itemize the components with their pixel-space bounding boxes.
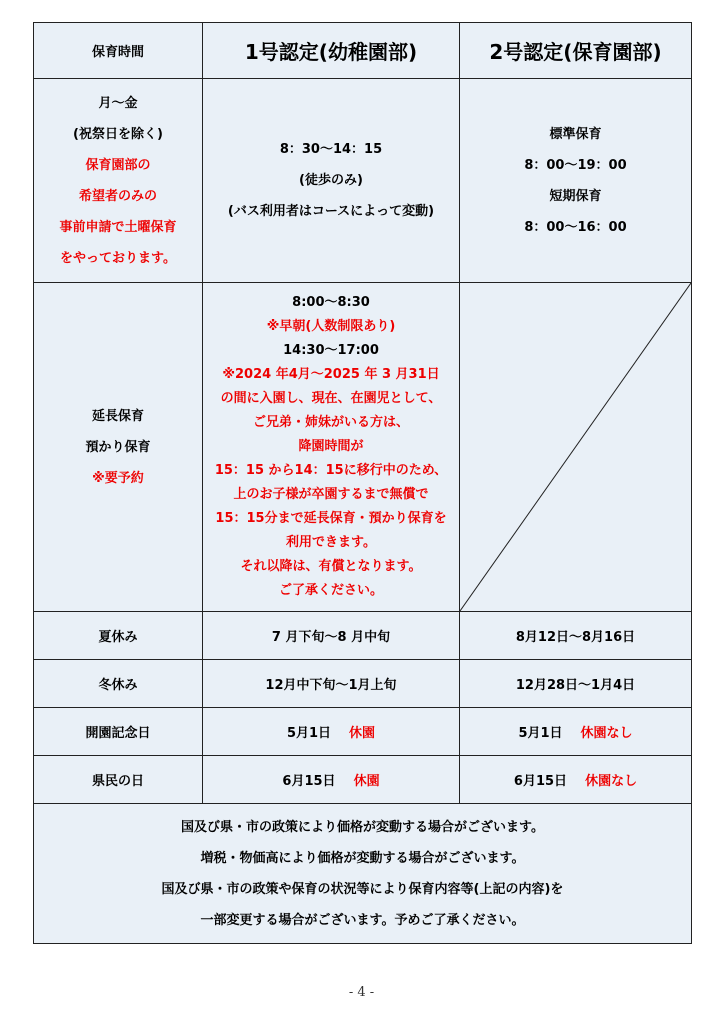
extended-detail-line: 14:30～17:00 [283,343,379,358]
saturday-note-line: 事前申請で土曜保育 [59,219,177,235]
header-hours: 保育時間 [34,23,203,79]
row-type2-value [460,660,692,708]
open-badge: 休園なし [580,726,633,741]
hours-type1-line: (バス利用者はコースによって変動) [227,204,435,219]
header-type1: 1号認定(幼稚園部) [203,23,460,79]
extended-detail-line: 15：15 から14：15に移行中のため、 [214,463,448,478]
extended-detail-line: 降園時間が [298,439,364,454]
hours-type1-line: 8：30～14：15 [279,142,383,157]
row-type2-value [460,612,692,660]
schedule-table [33,22,692,944]
note-line: 増税・物価高により価格が変動する場合がございます。 [200,850,525,866]
saturday-note-line: 希望者のみの [78,188,157,204]
row-type1-value [203,660,460,708]
row-type2-text: 6月15日 [513,774,568,789]
extended-detail-line: の間に入園し、現在、在園児として、 [220,391,442,406]
hours-type2-line: 8：00～19：00 [524,157,627,173]
extended-care-row [34,283,692,612]
row-label: 県民の日 [34,756,203,804]
extended-detail-line: それ以降は、有償となります。 [240,559,422,574]
row-type1-text: 5月1日 [286,726,332,741]
notes-row [34,804,692,944]
row-type2-value [460,756,692,804]
hours-type1-line: (徒歩のみ) [299,173,363,188]
row-type1-text: 7 月下旬～8 月中旬 [271,630,391,645]
saturday-note-line: 保育園部の [85,157,151,173]
row-type1-value [203,756,460,804]
row-type2-text: 5月1日 [518,726,563,741]
row-type1-value [203,612,460,660]
extended-detail-line: ※2024 年4月～2025 年 3 月31日 [222,367,440,382]
row-type1-value [203,708,460,756]
row-label: 開園記念日 [34,708,203,756]
extended-detail-line: 上のお子様が卒園するまで無償で [233,487,429,502]
row-type2-text: 8月12日～8月16日 [515,630,636,645]
hours-label-cell [34,79,203,283]
extended-detail-line: 利用できます。 [286,535,376,550]
table-row [34,660,692,708]
hours-type1-cell [203,79,460,283]
row-type2-text: 12月28日～1月4日 [515,678,636,693]
note-line: 国及び県・市の政策により価格が変動する場合がございます。 [181,819,544,835]
hours-row [34,79,692,283]
reservation-required: ※要予約 [92,470,144,486]
row-type2-value [460,708,692,756]
header-type2: 2号認定(保育園部) [460,23,692,79]
extended-label-cell [34,283,203,612]
closed-badge: 休園 [349,726,376,741]
hours-label-line: (祝祭日を除く) [73,126,163,142]
table-row [34,612,692,660]
row-type1-text: 6月15日 [282,774,336,789]
extended-detail-line: 8:00～8:30 [292,295,370,310]
row-label: 夏休み [34,612,203,660]
notes-cell [34,804,692,944]
closed-badge: 休園 [353,774,380,789]
extended-detail-line: ご兄弟・姉妹がいる方は、 [252,415,409,430]
note-line: 一部変更する場合がございます。予めご了承ください。 [200,912,525,928]
row-type1-text: 12月中下旬～1月上旬 [265,678,397,693]
hours-label-line: 月～金 [98,95,138,111]
extended-label-line: 延長保育 [91,408,144,424]
extended-detail-line: ご了承ください。 [278,583,383,598]
hours-type2-line: 標準保育 [549,126,602,142]
table-row [34,708,692,756]
page-number: - 4 - [348,985,375,1000]
saturday-note-line: をやっております。 [60,250,176,266]
header-row [34,23,692,79]
extended-label-line: 預かり保育 [85,439,151,455]
hours-type2-cell [460,79,692,283]
note-line: 国及び県・市の政策や保育の状況等により保育内容等(上記の内容)を [161,881,564,897]
table-row [34,756,692,804]
extended-details-cell [203,283,460,612]
hours-type2-line: 短期保育 [549,188,602,204]
diagonal-slash [460,283,691,611]
extended-detail-line: ※早朝(人数制限あり) [266,319,396,334]
row-label: 冬休み [34,660,203,708]
hours-type2-line: 8：00～16：00 [524,219,627,235]
not-applicable-cell [460,283,692,612]
extended-detail-line: 15：15分まで延長保育・預かり保育を [215,511,447,526]
open-badge: 休園なし [585,774,638,789]
